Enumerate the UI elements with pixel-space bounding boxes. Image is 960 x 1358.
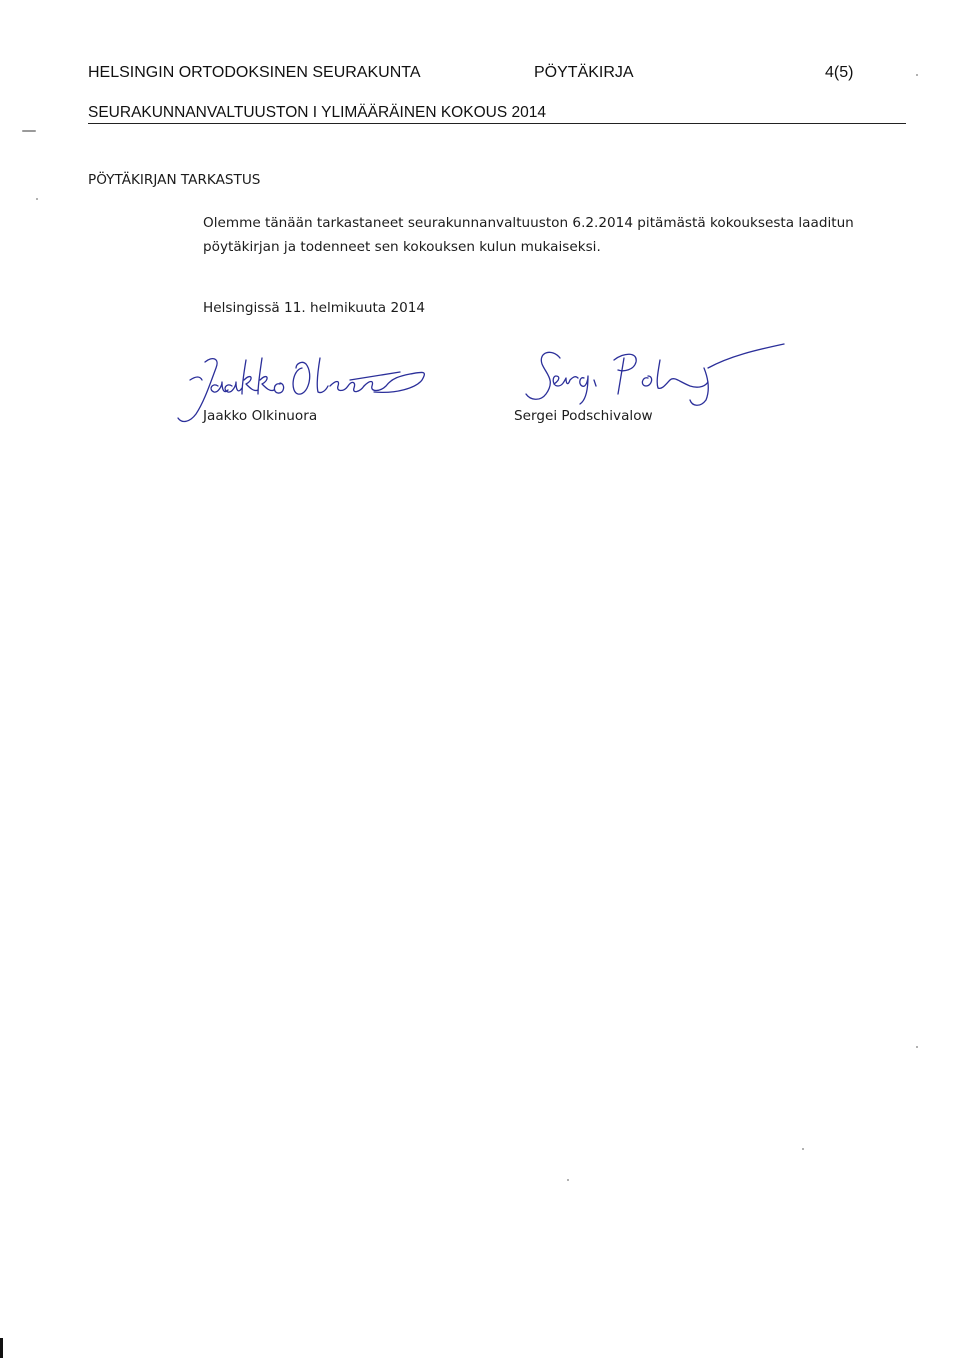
scan-speck bbox=[567, 1179, 569, 1181]
scan-edge-mark bbox=[0, 1338, 3, 1358]
scan-speck bbox=[916, 74, 918, 76]
signatory-name: Sergei Podschivalow bbox=[514, 408, 653, 424]
statement-line-1: Olemme tänään tarkastaneet seurakunnanvaltuuston 6.2.2014 pitämästä kokouksesta laaditun bbox=[203, 215, 854, 231]
page-number: 4(5) bbox=[825, 64, 854, 81]
meeting-title: SEURAKUNNANVALTUUSTON I YLIMÄÄRÄINEN KOKOUS 2014 bbox=[88, 104, 906, 124]
organization-name: HELSINGIN ORTODOKSINEN SEURAKUNTA bbox=[88, 64, 421, 81]
statement-line-2: pöytäkirjan ja todenneet sen kokouksen kulun mukaiseksi. bbox=[203, 239, 601, 255]
signature-sergei-podschivalow bbox=[500, 330, 790, 420]
place-and-date: Helsingissä 11. helmikuuta 2014 bbox=[203, 300, 426, 316]
scan-speck bbox=[916, 1046, 918, 1048]
scan-speck bbox=[22, 130, 36, 132]
scan-speck bbox=[36, 198, 38, 200]
signatory-name: Jaakko Olkinuora bbox=[203, 408, 318, 424]
scan-speck bbox=[802, 1148, 804, 1150]
document-type: PÖYTÄKIRJA bbox=[534, 64, 634, 81]
section-title: PÖYTÄKIRJAN TARKASTUS bbox=[88, 172, 261, 188]
